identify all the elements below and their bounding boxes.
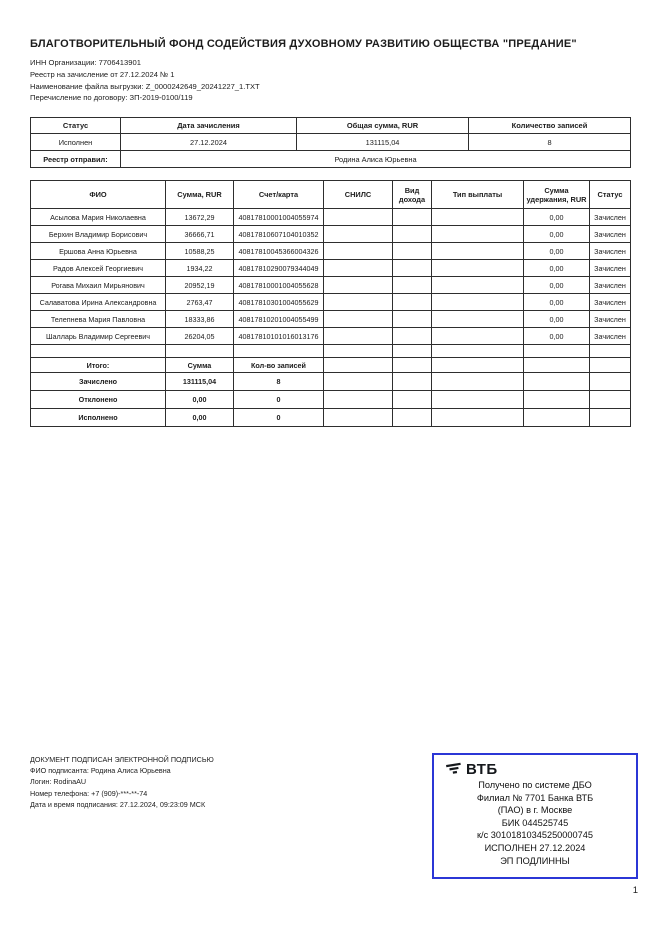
signature-title: ДОКУМЕНТ ПОДПИСАН ЭЛЕКТРОННОЙ ПОДПИСЬЮ: [30, 755, 214, 764]
table-row: [31, 260, 631, 277]
empty-cell: [524, 373, 590, 391]
empty-cell: [393, 373, 432, 391]
retention-cell: 0,00: [524, 226, 590, 243]
status-cell: Зачислен: [590, 260, 631, 277]
status-table-value-row: [31, 134, 631, 151]
payout-type-header: Тип выплаты: [432, 181, 524, 209]
empty-cell: [324, 409, 393, 427]
status-cell: Зачислен: [590, 294, 631, 311]
fio-cell: Салаватова Ирина Александровна: [31, 294, 166, 311]
snils-cell: [324, 294, 393, 311]
snils-header: СНИЛС: [324, 181, 393, 209]
document-title: БЛАГОТВОРИТЕЛЬНЫЙ ФОНД СОДЕЙСТВИЯ ДУХОВНОМУ РАЗВИТИЮ ОБЩЕСТВА "ПРЕДАНИЕ": [30, 38, 577, 50]
status-table-header-row: [31, 118, 631, 134]
status-cell: Зачислен: [590, 311, 631, 328]
empty-cell: [590, 391, 631, 409]
fio-cell: Радов Алексей Георгиевич: [31, 260, 166, 277]
totals-row-label: Отклонено: [31, 391, 166, 409]
date-value: 27.12.2024: [121, 134, 297, 151]
empty-cell: [324, 345, 393, 358]
spacer-row: [31, 345, 631, 358]
fio-header: ФИО: [31, 181, 166, 209]
empty-cell: [590, 409, 631, 427]
retention-cell: 0,00: [524, 294, 590, 311]
registry-table: [30, 180, 631, 427]
table-row: [31, 277, 631, 294]
empty-cell: [524, 391, 590, 409]
empty-cell: [524, 345, 590, 358]
income-cell: [393, 260, 432, 277]
empty-cell: [166, 345, 234, 358]
empty-cell: [590, 358, 631, 373]
income-cell: [393, 243, 432, 260]
records-count-header: Количество записей: [469, 118, 631, 134]
empty-cell: [31, 345, 166, 358]
empty-cell: [432, 358, 524, 373]
status-cell: Зачислен: [590, 226, 631, 243]
table-row: [31, 209, 631, 226]
empty-cell: [393, 358, 432, 373]
account-cell: 40817810301004055629: [234, 294, 324, 311]
account-cell: 40817810101016013176: [234, 328, 324, 345]
status-cell: Зачислен: [590, 328, 631, 345]
fio-cell: Ершова Анна Юрьевна: [31, 243, 166, 260]
totals-row-sum: 131115,04: [166, 373, 234, 391]
fio-cell: Берхин Владимир Борисович: [31, 226, 166, 243]
payout-cell: [432, 277, 524, 294]
totals-row-label: Зачислено: [31, 373, 166, 391]
status-header: Статус: [31, 118, 121, 134]
payout-cell: [432, 328, 524, 345]
page-number: 1: [632, 885, 638, 896]
retention-cell: 0,00: [524, 243, 590, 260]
snils-cell: [324, 226, 393, 243]
status-cell: Зачислен: [590, 243, 631, 260]
income-cell: [393, 311, 432, 328]
stamp-line: Филиал № 7701 Банка ВТБ: [476, 792, 594, 803]
empty-cell: [432, 345, 524, 358]
stamp-line: Получено по системе ДБО: [478, 780, 592, 790]
table-row: [31, 243, 631, 260]
stamp-line: БИК 044525745: [501, 817, 569, 828]
snils-cell: [324, 209, 393, 226]
totals-rejected-row: [31, 391, 631, 409]
sum-header: Сумма, RUR: [166, 181, 234, 209]
snils-cell: [324, 260, 393, 277]
sum-cell: 26204,05: [166, 328, 234, 345]
status-table: [30, 117, 631, 168]
empty-cell: [432, 409, 524, 427]
retention-header: Сумма удержания, RUR: [524, 181, 590, 209]
table-row: [31, 226, 631, 243]
empty-cell: [324, 391, 393, 409]
totals-executed-row: [31, 409, 631, 427]
status-value: Исполнен: [31, 134, 121, 151]
retention-cell: 0,00: [524, 328, 590, 345]
sum-cell: 10588,25: [166, 243, 234, 260]
empty-cell: [590, 345, 631, 358]
signer-phone: Номер телефона: +7 (909)-***-**-74: [30, 788, 148, 798]
snils-cell: [324, 328, 393, 345]
stamp-line: ИСПОЛНЕН 27.12.2024: [484, 842, 586, 853]
sender-label: Реестр отправил:: [31, 151, 121, 168]
snils-cell: [324, 277, 393, 294]
retention-cell: 0,00: [524, 277, 590, 294]
account-cell: 40817810201004055499: [234, 311, 324, 328]
sum-cell: 13672,29: [166, 209, 234, 226]
totals-count-header: Кол-во записей: [234, 358, 324, 373]
totals-sum-header: Сумма: [166, 358, 234, 373]
empty-cell: [432, 391, 524, 409]
info-line-registry: Реестр на зачисление от 27.12.2024 № 1: [30, 69, 175, 79]
income-cell: [393, 209, 432, 226]
fio-cell: Асылова Мария Николаевна: [31, 209, 166, 226]
payout-cell: [432, 311, 524, 328]
account-header: Счет/карта: [234, 181, 324, 209]
empty-cell: [524, 358, 590, 373]
status-table-sender-row: [31, 151, 631, 168]
payout-cell: [432, 226, 524, 243]
totals-header-row: [31, 358, 631, 373]
totals-credited-row: [31, 373, 631, 391]
sum-cell: 2763,47: [166, 294, 234, 311]
signature-block: [30, 754, 214, 810]
totals-row-label: Исполнено: [31, 409, 166, 427]
document-info: [30, 57, 260, 104]
info-line-filename: Наименование файла выгрузки: Z_0000242649_20241227_1.TXT: [30, 81, 260, 91]
total-sum-value: 131115,04: [297, 134, 469, 151]
registry-header-row: [31, 181, 631, 209]
account-cell: 40817810607104010352: [234, 226, 324, 243]
totals-row-sum: 0,00: [166, 391, 234, 409]
payout-cell: [432, 243, 524, 260]
empty-cell: [324, 373, 393, 391]
totals-row-count: 0: [234, 391, 324, 409]
info-line-inn: ИНН Организации: 7706413901: [30, 58, 141, 67]
row-status-header: Статус: [590, 181, 631, 209]
empty-cell: [393, 345, 432, 358]
signing-datetime: Дата и время подписания: 27.12.2024, 09:23:09 МСК: [30, 799, 206, 809]
signer-name: ФИО подписанта: Родина Алиса Юрьевна: [30, 766, 171, 776]
stamp-text: [434, 779, 636, 867]
snils-cell: [324, 243, 393, 260]
date-header: Дата зачисления: [121, 118, 297, 134]
info-line-contract: Перечисление по договору: ЗП-2019-0100/119: [30, 93, 193, 103]
snils-cell: [324, 311, 393, 328]
vtb-stamp: [432, 753, 638, 879]
empty-cell: [432, 373, 524, 391]
fio-cell: Рогава Михаил Мирьянович: [31, 277, 166, 294]
sum-cell: 18333,86: [166, 311, 234, 328]
retention-cell: 0,00: [524, 209, 590, 226]
payout-cell: [432, 260, 524, 277]
income-cell: [393, 328, 432, 345]
account-cell: 40817810001004055974: [234, 209, 324, 226]
fio-cell: Телепнева Мария Павловна: [31, 311, 166, 328]
total-sum-header: Общая сумма, RUR: [297, 118, 469, 134]
sum-cell: 20952,19: [166, 277, 234, 294]
stamp-line: (ПАО) в г. Москве: [497, 805, 573, 816]
income-cell: [393, 226, 432, 243]
income-type-header: Вид дохода: [393, 181, 432, 209]
sum-cell: 36666,71: [166, 226, 234, 243]
empty-cell: [393, 391, 432, 409]
retention-cell: 0,00: [524, 260, 590, 277]
account-cell: 40817810045366004326: [234, 243, 324, 260]
vtb-logo-text: ВТБ: [466, 761, 498, 778]
vtb-logo: [434, 755, 636, 779]
empty-cell: [393, 409, 432, 427]
records-count-value: 8: [469, 134, 631, 151]
sum-cell: 1934,22: [166, 260, 234, 277]
empty-cell: [524, 409, 590, 427]
table-row: [31, 294, 631, 311]
table-row: [31, 328, 631, 345]
table-row: [31, 311, 631, 328]
totals-row-count: 0: [234, 409, 324, 427]
retention-cell: 0,00: [524, 311, 590, 328]
sender-value: Родина Алиса Юрьевна: [121, 151, 631, 168]
payout-cell: [432, 294, 524, 311]
vtb-wing-icon: [446, 762, 464, 775]
status-cell: Зачислен: [590, 277, 631, 294]
stamp-line: ЭП ПОДЛИННЫ: [500, 855, 570, 866]
income-cell: [393, 277, 432, 294]
empty-cell: [590, 373, 631, 391]
stamp-line: к/с 30101810345250000745: [477, 830, 593, 841]
totals-label: Итого:: [31, 358, 166, 373]
totals-row-count: 8: [234, 373, 324, 391]
signer-login: Логин: RodinaAU: [30, 777, 87, 787]
income-cell: [393, 294, 432, 311]
empty-cell: [234, 345, 324, 358]
empty-cell: [324, 358, 393, 373]
fio-cell: Шалларь Владимир Сергеевич: [31, 328, 166, 345]
payout-cell: [432, 209, 524, 226]
totals-row-sum: 0,00: [166, 409, 234, 427]
account-cell: 40817810290079344049: [234, 260, 324, 277]
account-cell: 40817810001004055628: [234, 277, 324, 294]
status-cell: Зачислен: [590, 209, 631, 226]
